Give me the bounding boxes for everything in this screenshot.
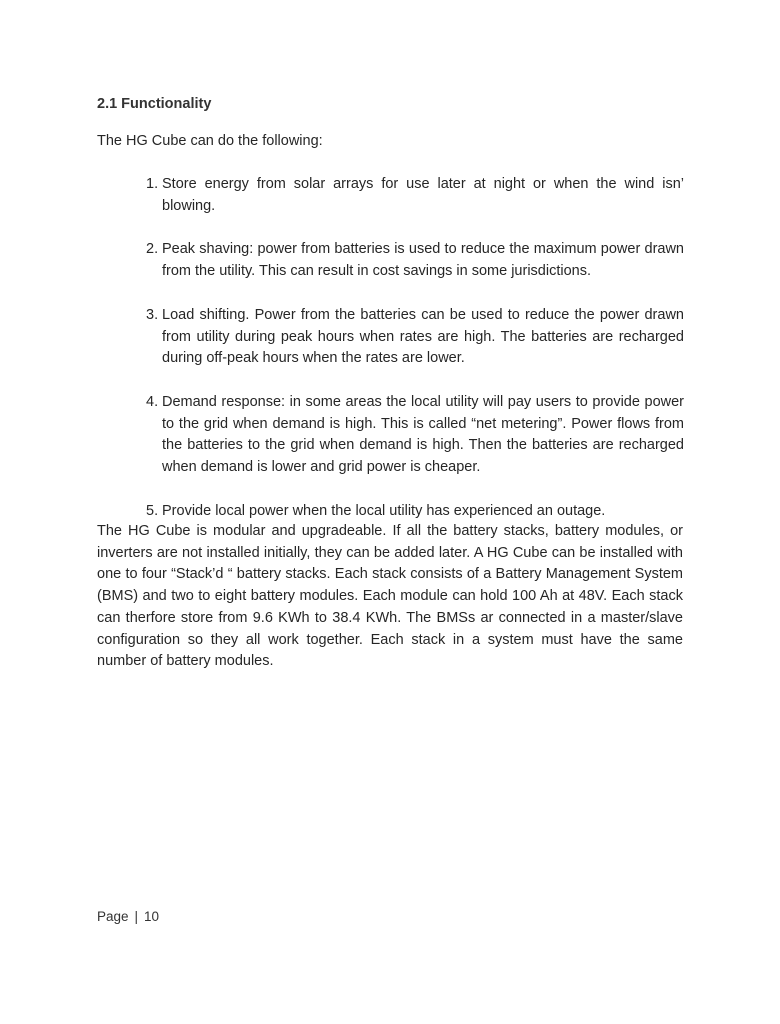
list-item — [144, 501, 684, 523]
list-item-number: 5. — [146, 502, 159, 519]
list-item-number: 3. — [146, 306, 159, 323]
list-item-text: Store energy from solar arrays for use later at night or when the wind isn’ blowing. — [162, 176, 684, 214]
list-item-text: Demand response: in some areas the local utility will pay users to provide power to the grid when demand is high. This is called “net metering”. Power flows from the batteries to the grid when demand is high. Then the batteries are recharged when demand is lower and grid power is cheaper. — [162, 393, 684, 476]
list-item-number: 2. — [146, 241, 159, 258]
list-item-text: Load shifting. Power from the batteries can be used to reduce the power drawn from utility during peak hours when rates are high. The batteries are recharged during off-peak hours when the rates are lower. — [162, 306, 684, 367]
footer-separator: | — [134, 909, 139, 924]
intro-text: The HG Cube can do the following: — [97, 133, 323, 149]
list-item — [144, 174, 684, 217]
list-item — [144, 239, 684, 282]
list-item-number: 1. — [146, 176, 159, 192]
list-item-text: Provide local power when the local utility has experienced an outage. — [162, 502, 606, 519]
list-item-text: Peak shaving: power from batteries is used to reduce the maximum power drawn from the utility. This can result in cost savings in some jurisdictions. — [162, 241, 684, 280]
page-number: 10 — [144, 909, 160, 924]
page-label: Page — [97, 909, 129, 924]
list-item — [144, 305, 684, 370]
list-item-number: 4. — [146, 393, 159, 410]
body-paragraph: The HG Cube is modular and upgradeable. If all the battery stacks, battery modules, or inverters are not installed initially, they can be added later. A HG Cube can be installed with one to four “Stack’d “ battery stacks. Each stack consists of a Battery Management System (BMS) and two to eight battery modules. Each module can hold 100 Ah at 48V. Each stack can therfore store from 9.6 KWh to 38.4 KWh. The BMSs ar connected in a master/slave configuration so they all work together. Each stack in a system must have the same number of battery modules. — [97, 523, 683, 670]
section-heading: 2.1 Functionality — [97, 96, 212, 112]
page-footer — [97, 907, 159, 927]
functionality-list — [144, 174, 684, 544]
list-item — [144, 392, 684, 479]
